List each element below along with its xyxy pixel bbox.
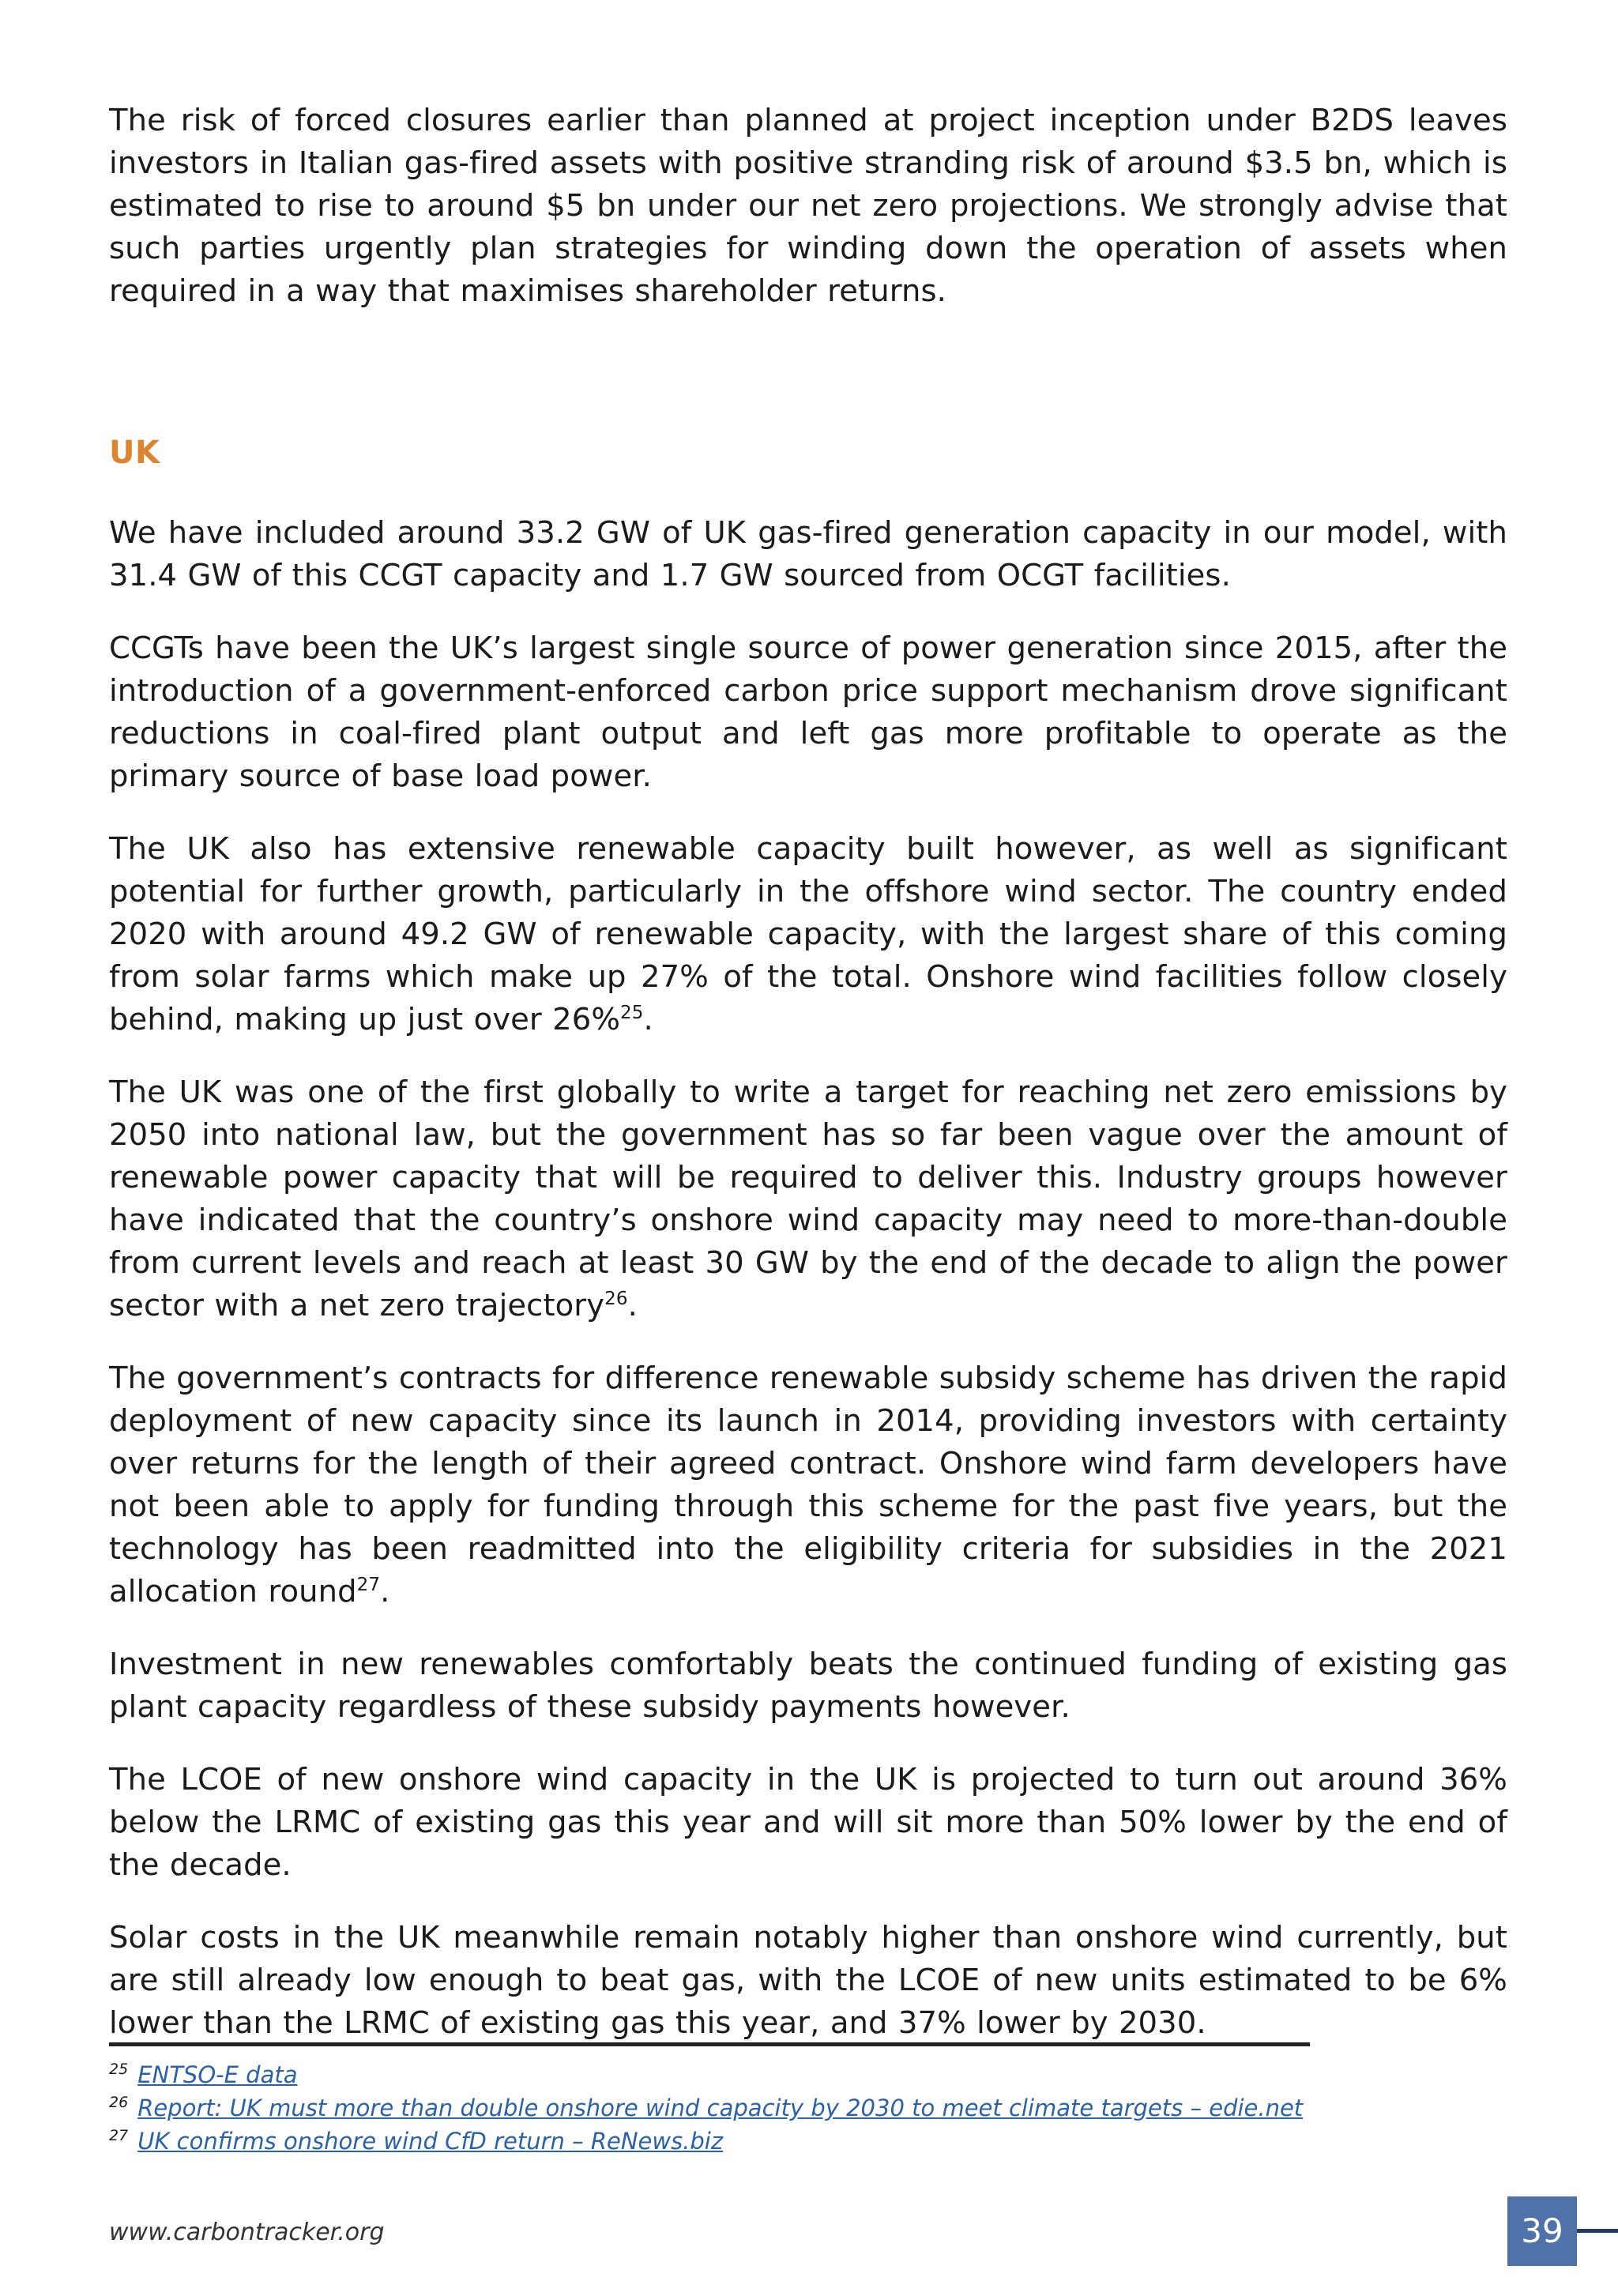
footer-website: www.carbontracker.org — [109, 2219, 385, 2246]
footnote-number: 27 — [109, 2127, 129, 2145]
paragraph-ccgt-history: CCGTs have been the UK’s largest single source of power generation since 2015, after the introduction of a government-enforced carbon price support mechanism drove significant reductions in coal-fired plant output and left gas more profitable to operate as the primary source of base load power. — [109, 630, 1507, 794]
section-heading-uk: UK — [109, 435, 160, 471]
paragraph-text: The government’s contracts for difference renewable subsidy scheme has driven the rapid deployment of new capacity since its launch in 2014, providing investors with certainty over returns for the length of their agreed contract. Onshore wind farm developers have not been able to apply for funding through this scheme for the past five years, but the technology has been readmitted into the eligibility criteria for subsidies in the 2021 allocation round — [109, 1361, 1507, 1609]
paragraph-end: . — [643, 1002, 653, 1037]
paragraph-investment: Investment in new renewables comfortably beats the continued funding of existing gas plant capacity regardless of these subsidy payments however. — [109, 1647, 1507, 1725]
paragraph-onshore-lcoe: The LCOE of new onshore wind capacity in the UK is projected to turn out around 36% below the LRMC of existing gas this year and will sit more than 50% lower by the end of the decade. — [109, 1762, 1507, 1883]
paragraph-renewable-capacity — [109, 828, 1507, 1041]
page-number-badge: 39 — [1507, 2196, 1577, 2266]
footnote-ref-25[interactable]: 25 — [620, 1003, 644, 1024]
footnote-ref-26[interactable]: 26 — [604, 1289, 628, 1310]
footnotes — [109, 2058, 1373, 2158]
footnote-25 — [109, 2058, 1373, 2091]
paragraph-end: . — [627, 1288, 638, 1323]
paragraph-text: The UK was one of the first globally to write a target for reaching net zero emissions by 2050 into national law, but the government has so far been vague over the amount of renewable power capacity that will be required to deliver this. Industry groups however have indicated that the country’s onshore wind capacity may need to more-than-double from current levels and reach at least 30 GW by the end of the decade to align the power sector with a net zero trajectory — [109, 1075, 1507, 1323]
footnote-divider — [109, 2042, 1310, 2046]
footnote-26 — [109, 2091, 1373, 2125]
footnote-link-renews[interactable]: UK confirms onshore wind CfD return – ReNews.biz — [137, 2128, 724, 2155]
page-content — [109, 100, 1507, 2075]
footnote-number: 25 — [109, 2061, 129, 2079]
paragraph-net-zero-target — [109, 1071, 1507, 1327]
page-number-rule — [1577, 2229, 1618, 2233]
footnote-number: 26 — [109, 2094, 129, 2112]
paragraph-intro: The risk of forced closures earlier than planned at project inception under B2DS leaves investors in Italian gas-fired assets with positive stranding risk of around $3.5 bn, which is estimated to rise to around $5 bn under our net zero projections. We strongly advise that such parties urgently plan strategies for winding down the operation of assets when required in a way that maximises shareholder returns. — [109, 103, 1507, 309]
footnote-link-edie[interactable]: Report: UK must more than double onshore wind capacity by 2030 to meet climate targets – edie.net — [137, 2095, 1304, 2121]
paragraph-cfd-scheme — [109, 1357, 1507, 1613]
paragraph-uk-gas-capacity: We have included around 33.2 GW of UK gas-fired generation capacity in our model, with 31.4 GW of this CCGT capacity and 1.7 GW sourced from OCGT facilities. — [109, 515, 1507, 593]
footnote-ref-27[interactable]: 27 — [356, 1575, 381, 1596]
paragraph-text: The UK also has extensive renewable capacity built however, as well as significant potential for further growth, particularly in the offshore wind sector. The country ended 2020 with around 49.2 GW of renewable capacity, with the largest share of this coming from solar farms which make up 27% of the total. Onshore wind facilities follow closely behind, making up just over 26% — [109, 831, 1507, 1037]
footnote-link-entsoe[interactable]: ENTSO-E data — [137, 2061, 298, 2088]
footnote-27 — [109, 2125, 1373, 2158]
paragraph-end: . — [380, 1574, 390, 1609]
paragraph-solar-costs: Solar costs in the UK meanwhile remain notably higher than onshore wind currently, but are still already low enough to beat gas, with the LCOE of new units estimated to be 6% lower than the LRMC of existing gas this year, and 37% lower by 2030. — [109, 1920, 1507, 2041]
